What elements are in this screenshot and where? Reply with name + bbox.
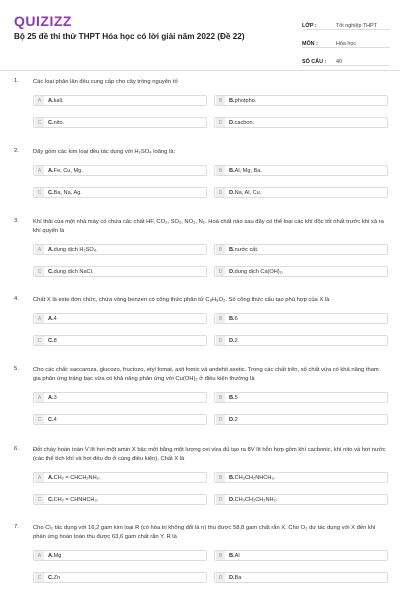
meta-value: Hóa học — [336, 41, 357, 47]
answer-option-b[interactable] — [214, 392, 388, 403]
question-number: 6. — [14, 446, 19, 452]
option-letter-badge: B — [216, 166, 225, 175]
quizizz-logo: QUIZIZZ — [14, 13, 72, 29]
document-title: Bộ 25 đề thi thử THPT Hóa học có lời giải năm 2022 (Đề 22) — [14, 32, 245, 41]
question-number: 7. — [14, 524, 19, 530]
option-letter-badge: D — [216, 188, 225, 197]
option-text: A.3 — [48, 394, 57, 401]
answer-option-c[interactable] — [33, 414, 207, 425]
option-text: C.CH₂ = CHNHCH₃. — [48, 496, 99, 503]
option-letter-badge: C — [35, 415, 44, 424]
option-letter-badge: D — [216, 336, 225, 345]
option-text: C.nito. — [48, 119, 65, 126]
option-text: C.Ba, Na, Ag. — [48, 189, 82, 196]
option-text: C.dung dịch NaCl. — [48, 268, 94, 275]
answer-option-b[interactable] — [214, 550, 388, 561]
option-text: C.8 — [48, 337, 57, 344]
document-meta — [302, 14, 390, 68]
answer-option-c[interactable] — [33, 187, 207, 198]
answer-option-b[interactable] — [214, 313, 388, 324]
option-letter-badge: D — [216, 573, 225, 582]
option-letter-badge: C — [35, 118, 44, 127]
answer-option-b[interactable] — [214, 244, 388, 255]
answer-option-a[interactable] — [33, 313, 207, 324]
option-text: B.CH₃CH₂NHCH₃. — [229, 474, 276, 481]
answer-option-d[interactable] — [214, 414, 388, 425]
option-letter-badge: A — [35, 166, 44, 175]
question-text: Đốt cháy hoàn toàn V lít hơi một amin X bậc một bằng một lượng oxi vừa đủ tạo ra 8V lít hỗn hợp gồm khí cacbonic, khí nito và hơi nước (các thể tích khí và hơi đều đo ở cùng điều kiện). Chất X là — [33, 447, 386, 462]
option-text: C.4 — [48, 416, 57, 423]
option-text: B.5 — [229, 394, 238, 401]
answer-option-b[interactable] — [214, 165, 388, 176]
option-text: A.Mg — [48, 552, 62, 559]
answer-option-d[interactable] — [214, 266, 388, 277]
question-number: 2. — [14, 148, 19, 154]
answer-option-a[interactable] — [33, 165, 207, 176]
option-text: A.CH₂ = CHCH₂NH₂. — [48, 474, 101, 481]
option-letter-badge: D — [216, 267, 225, 276]
answer-option-c[interactable] — [33, 572, 207, 583]
option-letter-badge: B — [216, 393, 225, 402]
question-text: Khí thải của một nhà máy có chứa các chất HF, CO₂, SO₂, NO₂, N₂. Hoá chất nào sau đây có thể loại các khí độc tốt nhất trước khi xả ra khí quyển là — [33, 219, 384, 234]
option-text: B.6 — [229, 315, 238, 322]
answer-option-d[interactable] — [214, 572, 388, 583]
meta-label: MÔN : — [302, 41, 318, 47]
option-letter-badge: A — [35, 473, 44, 482]
meta-value: Tốt nghiệp THPT — [336, 23, 377, 29]
question-number: 3. — [14, 218, 19, 224]
option-letter-badge: A — [35, 314, 44, 323]
question-text: Các loại phân lân đều cung cấp cho cây trồng nguyên tố — [33, 79, 178, 85]
meta-row-count — [302, 50, 390, 66]
option-text: D.cacbon. — [229, 119, 255, 126]
meta-row-subject — [302, 32, 390, 48]
question-number: 5. — [14, 366, 19, 372]
option-text: D.Ba — [229, 574, 242, 581]
option-text: D.CH₃CH₂CH₂NH₂. — [229, 496, 278, 503]
option-letter-badge: B — [216, 96, 225, 105]
meta-label: SỐ CÂU : — [302, 59, 327, 65]
meta-label: LỚP : — [302, 23, 317, 29]
option-letter-badge: B — [216, 314, 225, 323]
option-letter-badge: C — [35, 267, 44, 276]
option-letter-badge: C — [35, 495, 44, 504]
option-letter-badge: C — [35, 573, 44, 582]
meta-value: 40 — [336, 59, 342, 65]
answer-option-a[interactable] — [33, 550, 207, 561]
option-text: B.photpho. — [229, 97, 257, 104]
option-letter-badge: C — [35, 188, 44, 197]
question-text: Cho các chất: saccaroza, glucozo, fructozo, etyl fomat, axit fomic và andehit axetic. Trong các chất trên, số chất vừa có khả năng tham gia phản ứng tráng bạc vừa có khả năng phản ứng với Cu(OH)₂ ở điều kiện thường là — [33, 367, 379, 382]
option-letter-badge: D — [216, 415, 225, 424]
answer-option-d[interactable] — [214, 187, 388, 198]
answer-option-b[interactable] — [214, 472, 388, 483]
option-letter-badge: A — [35, 551, 44, 560]
answer-option-b[interactable] — [214, 95, 388, 106]
option-letter-badge: A — [35, 245, 44, 254]
meta-row-class — [302, 14, 390, 30]
option-text: A.Fe, Cu, Mg. — [48, 167, 83, 174]
option-text: B.Al, Mg, Ba. — [229, 167, 262, 174]
option-letter-badge: B — [216, 473, 225, 482]
option-text: D.2 — [229, 416, 238, 423]
answer-option-a[interactable] — [33, 472, 207, 483]
document-header — [0, 0, 400, 71]
option-text: A.dung dịch H₂SO₄. — [48, 246, 98, 253]
answer-option-d[interactable] — [214, 494, 388, 505]
option-letter-badge: A — [35, 393, 44, 402]
option-text: A.4 — [48, 315, 57, 322]
answer-option-c[interactable] — [33, 117, 207, 128]
option-letter-badge: C — [35, 336, 44, 345]
option-text: A.kali. — [48, 97, 64, 104]
option-text: D.dung dịch Ca(OH)₂. — [229, 268, 284, 275]
question-number: 1. — [14, 78, 19, 84]
option-text: B.nước cất. — [229, 246, 259, 253]
option-text: B.Al — [229, 552, 240, 559]
question-text: Cho Cl₂ tác dụng với 16,2 gam kim loại R (có hóa trị không đổi là n) thu được 58,8 gam chất rắn X. Cho O₂ dư tác dụng với X đến khi phản ứng hoàn toàn thu được 63,6 gam chất rắn Y. R là — [33, 525, 376, 540]
answer-option-c[interactable] — [33, 335, 207, 346]
answer-option-c[interactable] — [33, 266, 207, 277]
option-text: D.Na, Al, Cu. — [229, 189, 262, 196]
answer-option-c[interactable] — [33, 494, 207, 505]
option-letter-badge: D — [216, 118, 225, 127]
option-letter-badge: B — [216, 245, 225, 254]
option-letter-badge: D — [216, 495, 225, 504]
answer-option-a[interactable] — [33, 244, 207, 255]
question-text: Chất X là este đơn chức, chứa vòng benzen có công thức phân tử C₈H₈O₂. Số công thức cấu tạo phù hợp của X là — [33, 297, 330, 303]
question-text: Dãy gồm các kim loại đều tác dụng với H₂SO₄ loãng là: — [33, 149, 176, 155]
question-number: 4. — [14, 296, 19, 302]
answer-option-a[interactable] — [33, 392, 207, 403]
option-letter-badge: B — [216, 551, 225, 560]
option-text: D.2 — [229, 337, 238, 344]
answer-option-a[interactable] — [33, 95, 207, 106]
answer-option-d[interactable] — [214, 117, 388, 128]
answer-option-d[interactable] — [214, 335, 388, 346]
option-text: C.Zn — [48, 574, 61, 581]
option-letter-badge: A — [35, 96, 44, 105]
